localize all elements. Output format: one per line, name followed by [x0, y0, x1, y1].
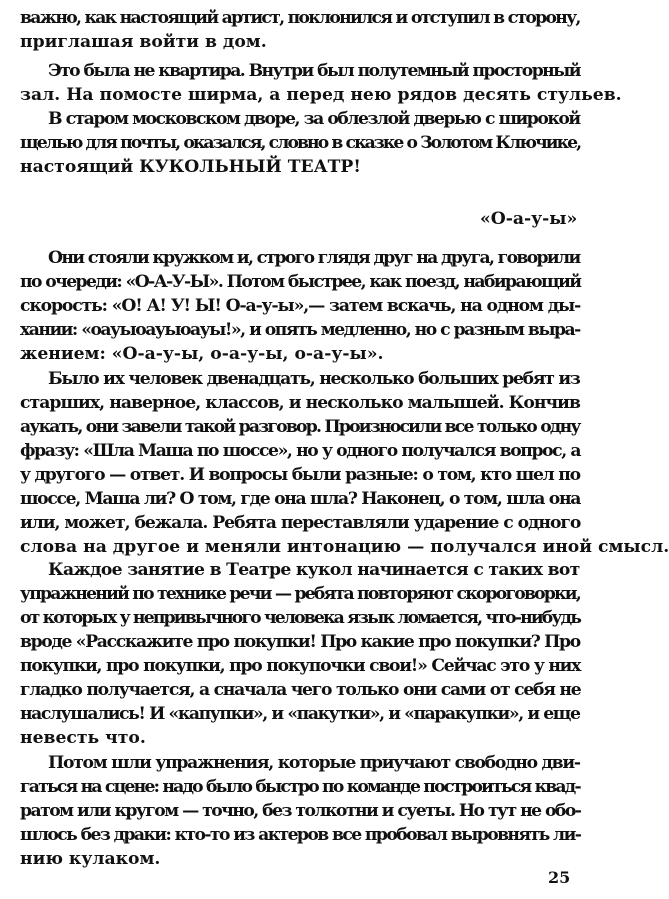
paragraph-first-line: Они стояли кружком и, строго глядя друг на друга, говорили	[48, 248, 580, 268]
paragraph-first-line: Потом шли упражнения, которые приучают свободно дви-	[48, 753, 580, 773]
text-line: старших, наверное, классов, и несколько малышей. Кончив	[20, 393, 580, 413]
text-line: слова на другое и меняли интонацию — получался иной смысл.	[20, 537, 669, 557]
text-line: покупки, про покупки, про покупочки свои!» Сейчас это у них	[20, 656, 581, 676]
text-line: невесть что.	[20, 728, 146, 748]
text-line: зал. На помосте ширма, а перед нею рядов десять стульев.	[20, 85, 622, 105]
text-line: хании: «оауыоауыоауы!», и опять медленно, но с разным выра-	[20, 320, 580, 340]
text-line: вроде «Расскажите про покупки! Про какие про покупки? Про	[20, 632, 580, 652]
text-line: по очереди: «О-А-У-Ы». Потом быстрее, как поезд, набирающий	[20, 272, 581, 292]
page-number: 25	[548, 868, 571, 887]
paragraph-first-line: Это была не квартира. Внутри был полутемный просторный	[48, 61, 580, 81]
text-line: гладко получается, а сначала чего только они сами от себя не	[20, 680, 581, 700]
text-line: упражнений по технике речи — ребята повторяют скороговорки,	[20, 584, 580, 604]
text-line: фразу: «Шла Маша по шоссе», но у одного получался вопрос, а	[20, 441, 581, 461]
text-line: от которых у непривычного человека язык ломается, что-нибудь	[20, 608, 581, 628]
text-line: настоящий КУКОЛЬНЫЙ ТЕАТР!	[20, 157, 361, 177]
text-line: важно, как настоящий артист, поклонился и отступил в сторону,	[20, 8, 580, 28]
text-line: у другого — ответ. И вопросы были разные: о том, кто шел по	[20, 465, 580, 485]
text-line: щелью для почты, оказался, словно в сказке о Золотом Ключике,	[20, 133, 581, 153]
text-line: шлось без драки: кто-то из актеров все пробовал выровнять ли-	[20, 825, 581, 845]
paragraph-first-line: Было их человек двенадцать, несколько больших ребят из	[48, 369, 580, 389]
text-line: аукать, они завели такой разговор. Произносили все только одну	[20, 417, 580, 437]
text-line: жением: «О-а-у-ы, о-а-у-ы, о-а-у-ы».	[20, 344, 384, 364]
text-line: ратом или кругом — точно, без толкотни и суеты. Но тут не обо-	[20, 801, 581, 821]
text-line: наслушались! И «капупки», и «пакутки», и «паракупки», и еще	[20, 704, 580, 724]
text-line: приглашая войти в дом.	[20, 32, 267, 52]
section-heading: «О-а-у-ы»	[480, 209, 578, 229]
text-line: скорость: «О! А! У! Ы! О-а-у-ы»,— затем вскачь, на одном ды-	[20, 296, 581, 316]
text-line: или, может, бежала. Ребята переставляли ударение с одного	[20, 513, 581, 533]
text-line: шоссе, Маша ли? О том, где она шла? Наконец, о том, шла она	[20, 489, 581, 509]
paragraph-first-line: Каждое занятие в Театре кукол начинается с таких вот	[48, 560, 580, 580]
text-line: нию кулаком.	[20, 849, 161, 869]
text-line: гаться на сцене: надо было быстро по команде построиться квад-	[20, 777, 580, 797]
paragraph-first-line: В старом московском дворе, за облезлой дверью с широкой	[48, 109, 580, 129]
